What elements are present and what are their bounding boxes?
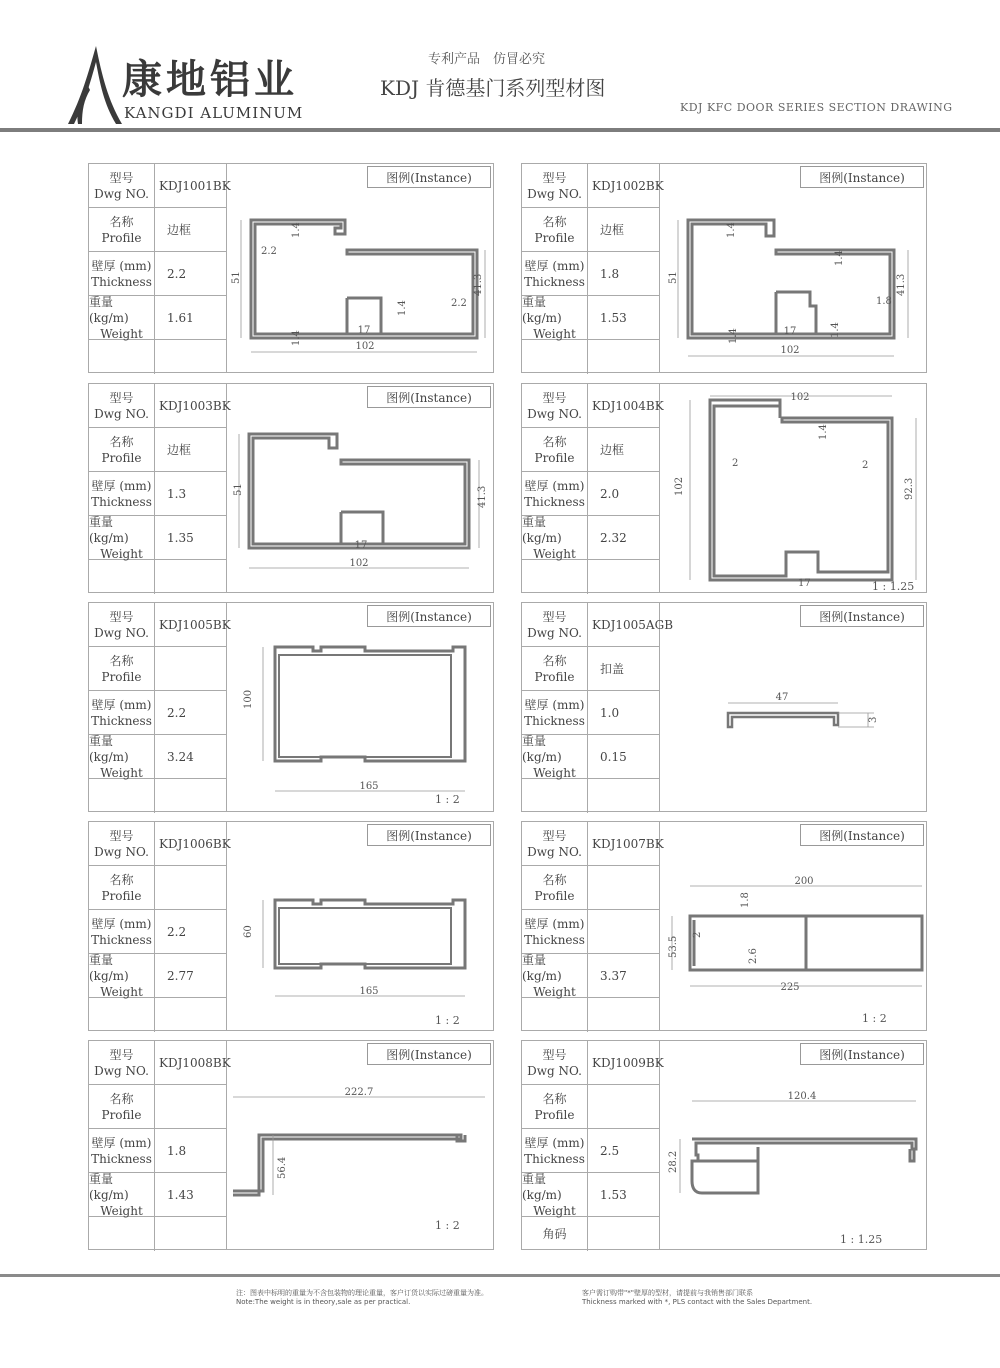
section-drawing	[229, 408, 491, 592]
weight-value: 1.43	[167, 1187, 194, 1202]
weight-value: 0.15	[600, 749, 627, 764]
footer-note-weight-en: Note:The weight is in theory,sale as per practical.	[236, 1298, 411, 1306]
weight-value: 1.61	[167, 310, 194, 325]
section-drawing	[229, 627, 491, 811]
instance-label: 图例(Instance)	[800, 1043, 924, 1065]
svg-text:1.4: 1.4	[726, 222, 737, 238]
profile-card	[521, 383, 927, 593]
profile-name	[155, 1085, 227, 1128]
thickness-value: 1.0	[600, 705, 620, 720]
svg-text:1.4: 1.4	[291, 222, 302, 238]
svg-text:17: 17	[783, 326, 797, 337]
profile-card	[88, 383, 494, 593]
svg-text:17: 17	[798, 578, 811, 589]
spec-table: 型号 Dwg NO. KDJ1005AGB 名称 Profile 扣盖 壁厚 (mm) Thickness 1.0 重量 (kg/m) Weight 0.15	[522, 603, 660, 811]
svg-text:120.4: 120.4	[787, 1091, 817, 1102]
instance-label: 图例(Instance)	[800, 824, 924, 846]
svg-text:1 : 1.25: 1 : 1.25	[840, 1233, 883, 1246]
section-drawing	[662, 188, 924, 372]
thickness-value: 2.5	[600, 1143, 620, 1158]
section-drawing	[662, 846, 924, 1030]
svg-text:17: 17	[357, 325, 371, 336]
profile-name: 扣盖	[600, 662, 625, 676]
company-logo	[66, 44, 326, 128]
thickness-value: 1.8	[600, 266, 620, 281]
section-drawing	[662, 1065, 924, 1249]
profile-name: 边框	[600, 443, 625, 457]
section-drawing	[662, 627, 924, 811]
profile-name	[588, 1085, 660, 1128]
weight-value: 1.53	[600, 1187, 627, 1202]
profile-name	[155, 866, 227, 909]
svg-text:47: 47	[775, 692, 789, 703]
spec-table: 型号 Dwg NO. KDJ1004BK 名称 Profile 边框 壁厚 (mm) Thickness 2.0 重量 (kg/m) Weight 2.32	[522, 384, 660, 592]
svg-text:222.7: 222.7	[344, 1087, 374, 1098]
svg-text:1 : 2: 1 : 2	[435, 1219, 460, 1232]
svg-text:41.3: 41.3	[473, 273, 484, 296]
weight-value: 1.35	[167, 530, 194, 545]
header-divider	[0, 128, 1000, 132]
spec-table: 型号 Dwg NO. KDJ1003BK 名称 Profile 边框 壁厚 (mm) Thickness 1.3 重量 (kg/m) Weight 1.35	[89, 384, 227, 592]
page-title-english: KDJ KFC DOOR SERIES SECTION DRAWING	[680, 101, 953, 114]
thickness-value: 2.2	[167, 705, 187, 720]
svg-text:60: 60	[243, 925, 254, 938]
svg-text:56.4: 56.4	[277, 1156, 288, 1179]
spec-table: 型号 Dwg NO. KDJ1002BK 名称 Profile 边框 壁厚 (mm) Thickness 1.8 重量 (kg/m) Weight 1.53	[522, 164, 660, 372]
footer-note-thickness-cn: 客户需订购带"*"壁厚的型材，请提前与我销售部门联系	[582, 1289, 753, 1297]
spec-table: 型号 Dwg NO. KDJ1008BK 名称 Profile 壁厚 (mm) Thickness 1.8 重量 (kg/m) Weight 1.43	[89, 1041, 227, 1249]
instance-label: 图例(Instance)	[367, 166, 491, 188]
thickness-value: 2.2	[167, 924, 187, 939]
logo-chinese-name: 康地铝业	[122, 57, 298, 103]
svg-text:28.2: 28.2	[668, 1150, 679, 1173]
svg-text:53.5: 53.5	[668, 935, 679, 958]
svg-text:3: 3	[868, 716, 879, 723]
profile-name	[155, 647, 227, 690]
svg-text:41.3: 41.3	[896, 273, 907, 296]
weight-value: 2.32	[600, 530, 627, 545]
thickness-value: 1.3	[167, 486, 187, 501]
instance-label: 图例(Instance)	[800, 166, 924, 188]
instance-label: 图例(Instance)	[367, 386, 491, 408]
dwg-number: KDJ1006BK	[159, 836, 231, 851]
footer-note-weight-cn: 注：图表中标明的重量为不含包装物的理论重量，客户订货以实际过磅重量为准。	[236, 1289, 488, 1297]
footer-divider	[0, 1274, 1000, 1277]
instance-label: 图例(Instance)	[367, 824, 491, 846]
dwg-number: KDJ1004BK	[592, 398, 664, 413]
thickness-value: 2.0	[600, 486, 620, 501]
page-title: KDJ 肯德基门系列型材图	[380, 76, 606, 100]
thickness-value: 1.8	[167, 1143, 187, 1158]
dwg-number: KDJ1009BK	[592, 1055, 664, 1070]
svg-text:1.4: 1.4	[830, 322, 841, 338]
svg-text:1.4: 1.4	[818, 424, 829, 440]
svg-text:102: 102	[349, 558, 369, 569]
svg-text:225: 225	[780, 982, 800, 993]
profile-card	[521, 821, 927, 1031]
svg-text:1 : 2: 1 : 2	[435, 793, 460, 806]
svg-text:2.6: 2.6	[748, 948, 759, 964]
logo-english-name: KANGDI ALUMINUM	[124, 104, 304, 122]
footer-note-thickness-en: Thickness marked with *, PLS contact with the Sales Department.	[582, 1298, 813, 1306]
profile-name: 边框	[167, 223, 192, 237]
dwg-number: KDJ1007BK	[592, 836, 664, 851]
svg-text:102: 102	[355, 341, 375, 352]
weight-value: 1.53	[600, 310, 627, 325]
weight-value: 3.24	[167, 749, 194, 764]
profile-card	[88, 821, 494, 1031]
profile-card	[521, 602, 927, 812]
dwg-number: KDJ1005BK	[159, 617, 231, 632]
svg-text:1.4: 1.4	[291, 330, 302, 346]
svg-text:2: 2	[732, 458, 739, 469]
svg-text:2.2: 2.2	[261, 246, 277, 257]
spec-table: 型号 Dwg NO. KDJ1007BK 名称 Profile 壁厚 (mm) Thickness 重量 (kg/m) Weight 3.37	[522, 822, 660, 1030]
weight-value: 2.77	[167, 968, 194, 983]
svg-text:1.4: 1.4	[397, 300, 408, 316]
logo-leaf-icon	[66, 44, 122, 126]
svg-text:2: 2	[692, 931, 703, 938]
profile-card	[521, 163, 927, 373]
dwg-number: KDJ1005AGB	[592, 617, 674, 632]
dwg-number: KDJ1002BK	[592, 178, 664, 193]
profile-card	[88, 163, 494, 373]
svg-text:41.3: 41.3	[477, 485, 488, 508]
spec-table: 型号 Dwg NO. KDJ1005BK 名称 Profile 壁厚 (mm) Thickness 2.2 重量 (kg/m) Weight 3.24	[89, 603, 227, 811]
svg-text:92.3: 92.3	[904, 477, 915, 500]
spec-table: 型号 Dwg NO. KDJ1006BK 名称 Profile 壁厚 (mm) Thickness 2.2 重量 (kg/m) Weight 2.77	[89, 822, 227, 1030]
instance-label: 图例(Instance)	[800, 605, 924, 627]
profile-name	[588, 866, 660, 909]
svg-text:1 : 2: 1 : 2	[862, 1012, 887, 1025]
svg-text:1 : 2: 1 : 2	[435, 1014, 460, 1027]
svg-text:17: 17	[354, 540, 368, 551]
dwg-number: KDJ1008BK	[159, 1055, 231, 1070]
profile-name: 边框	[167, 443, 192, 457]
svg-text:165: 165	[359, 781, 379, 792]
svg-text:200: 200	[794, 876, 814, 887]
patent-notice: 专利产品 仿冒必究	[428, 52, 546, 67]
svg-text:1.4: 1.4	[728, 328, 739, 344]
section-drawing	[229, 1065, 491, 1249]
spec-table: 型号 Dwg NO. KDJ1001BK 名称 Profile 边框 壁厚 (mm) Thickness 2.2 重量 (kg/m) Weight 1.61	[89, 164, 227, 372]
thickness-value	[588, 910, 660, 953]
section-drawing	[229, 846, 491, 1030]
weight-value: 3.37	[600, 968, 627, 983]
svg-text:2.2: 2.2	[451, 298, 467, 309]
thickness-value: 2.2	[167, 266, 187, 281]
corner-label: 角码	[522, 1217, 588, 1251]
svg-text:51: 51	[233, 483, 244, 496]
dwg-number: KDJ1001BK	[159, 178, 231, 193]
profile-card	[88, 1040, 494, 1250]
instance-label: 图例(Instance)	[367, 1043, 491, 1065]
spec-table: 型号 Dwg NO. KDJ1009BK 名称 Profile 壁厚 (mm) Thickness 2.5 重量 (kg/m) Weight 1.53 角码	[522, 1041, 660, 1249]
svg-text:2: 2	[862, 460, 869, 471]
svg-text:1.8: 1.8	[876, 296, 892, 307]
profile-card	[88, 602, 494, 812]
svg-text:102: 102	[790, 392, 810, 403]
svg-text:165: 165	[359, 986, 379, 997]
section-drawing	[229, 188, 491, 372]
svg-text:102: 102	[674, 476, 685, 496]
profile-card	[521, 1040, 927, 1250]
profile-name: 边框	[600, 223, 625, 237]
svg-text:51: 51	[668, 271, 679, 284]
section-drawing	[662, 386, 924, 592]
svg-text:1.8: 1.8	[740, 892, 751, 908]
svg-text:1.4: 1.4	[834, 250, 845, 266]
svg-text:100: 100	[243, 689, 254, 709]
svg-text:1 : 1.25: 1 : 1.25	[872, 580, 915, 593]
svg-text:102: 102	[780, 345, 800, 356]
instance-label: 图例(Instance)	[367, 605, 491, 627]
svg-text:51: 51	[231, 271, 242, 284]
dwg-number: KDJ1003BK	[159, 398, 231, 413]
